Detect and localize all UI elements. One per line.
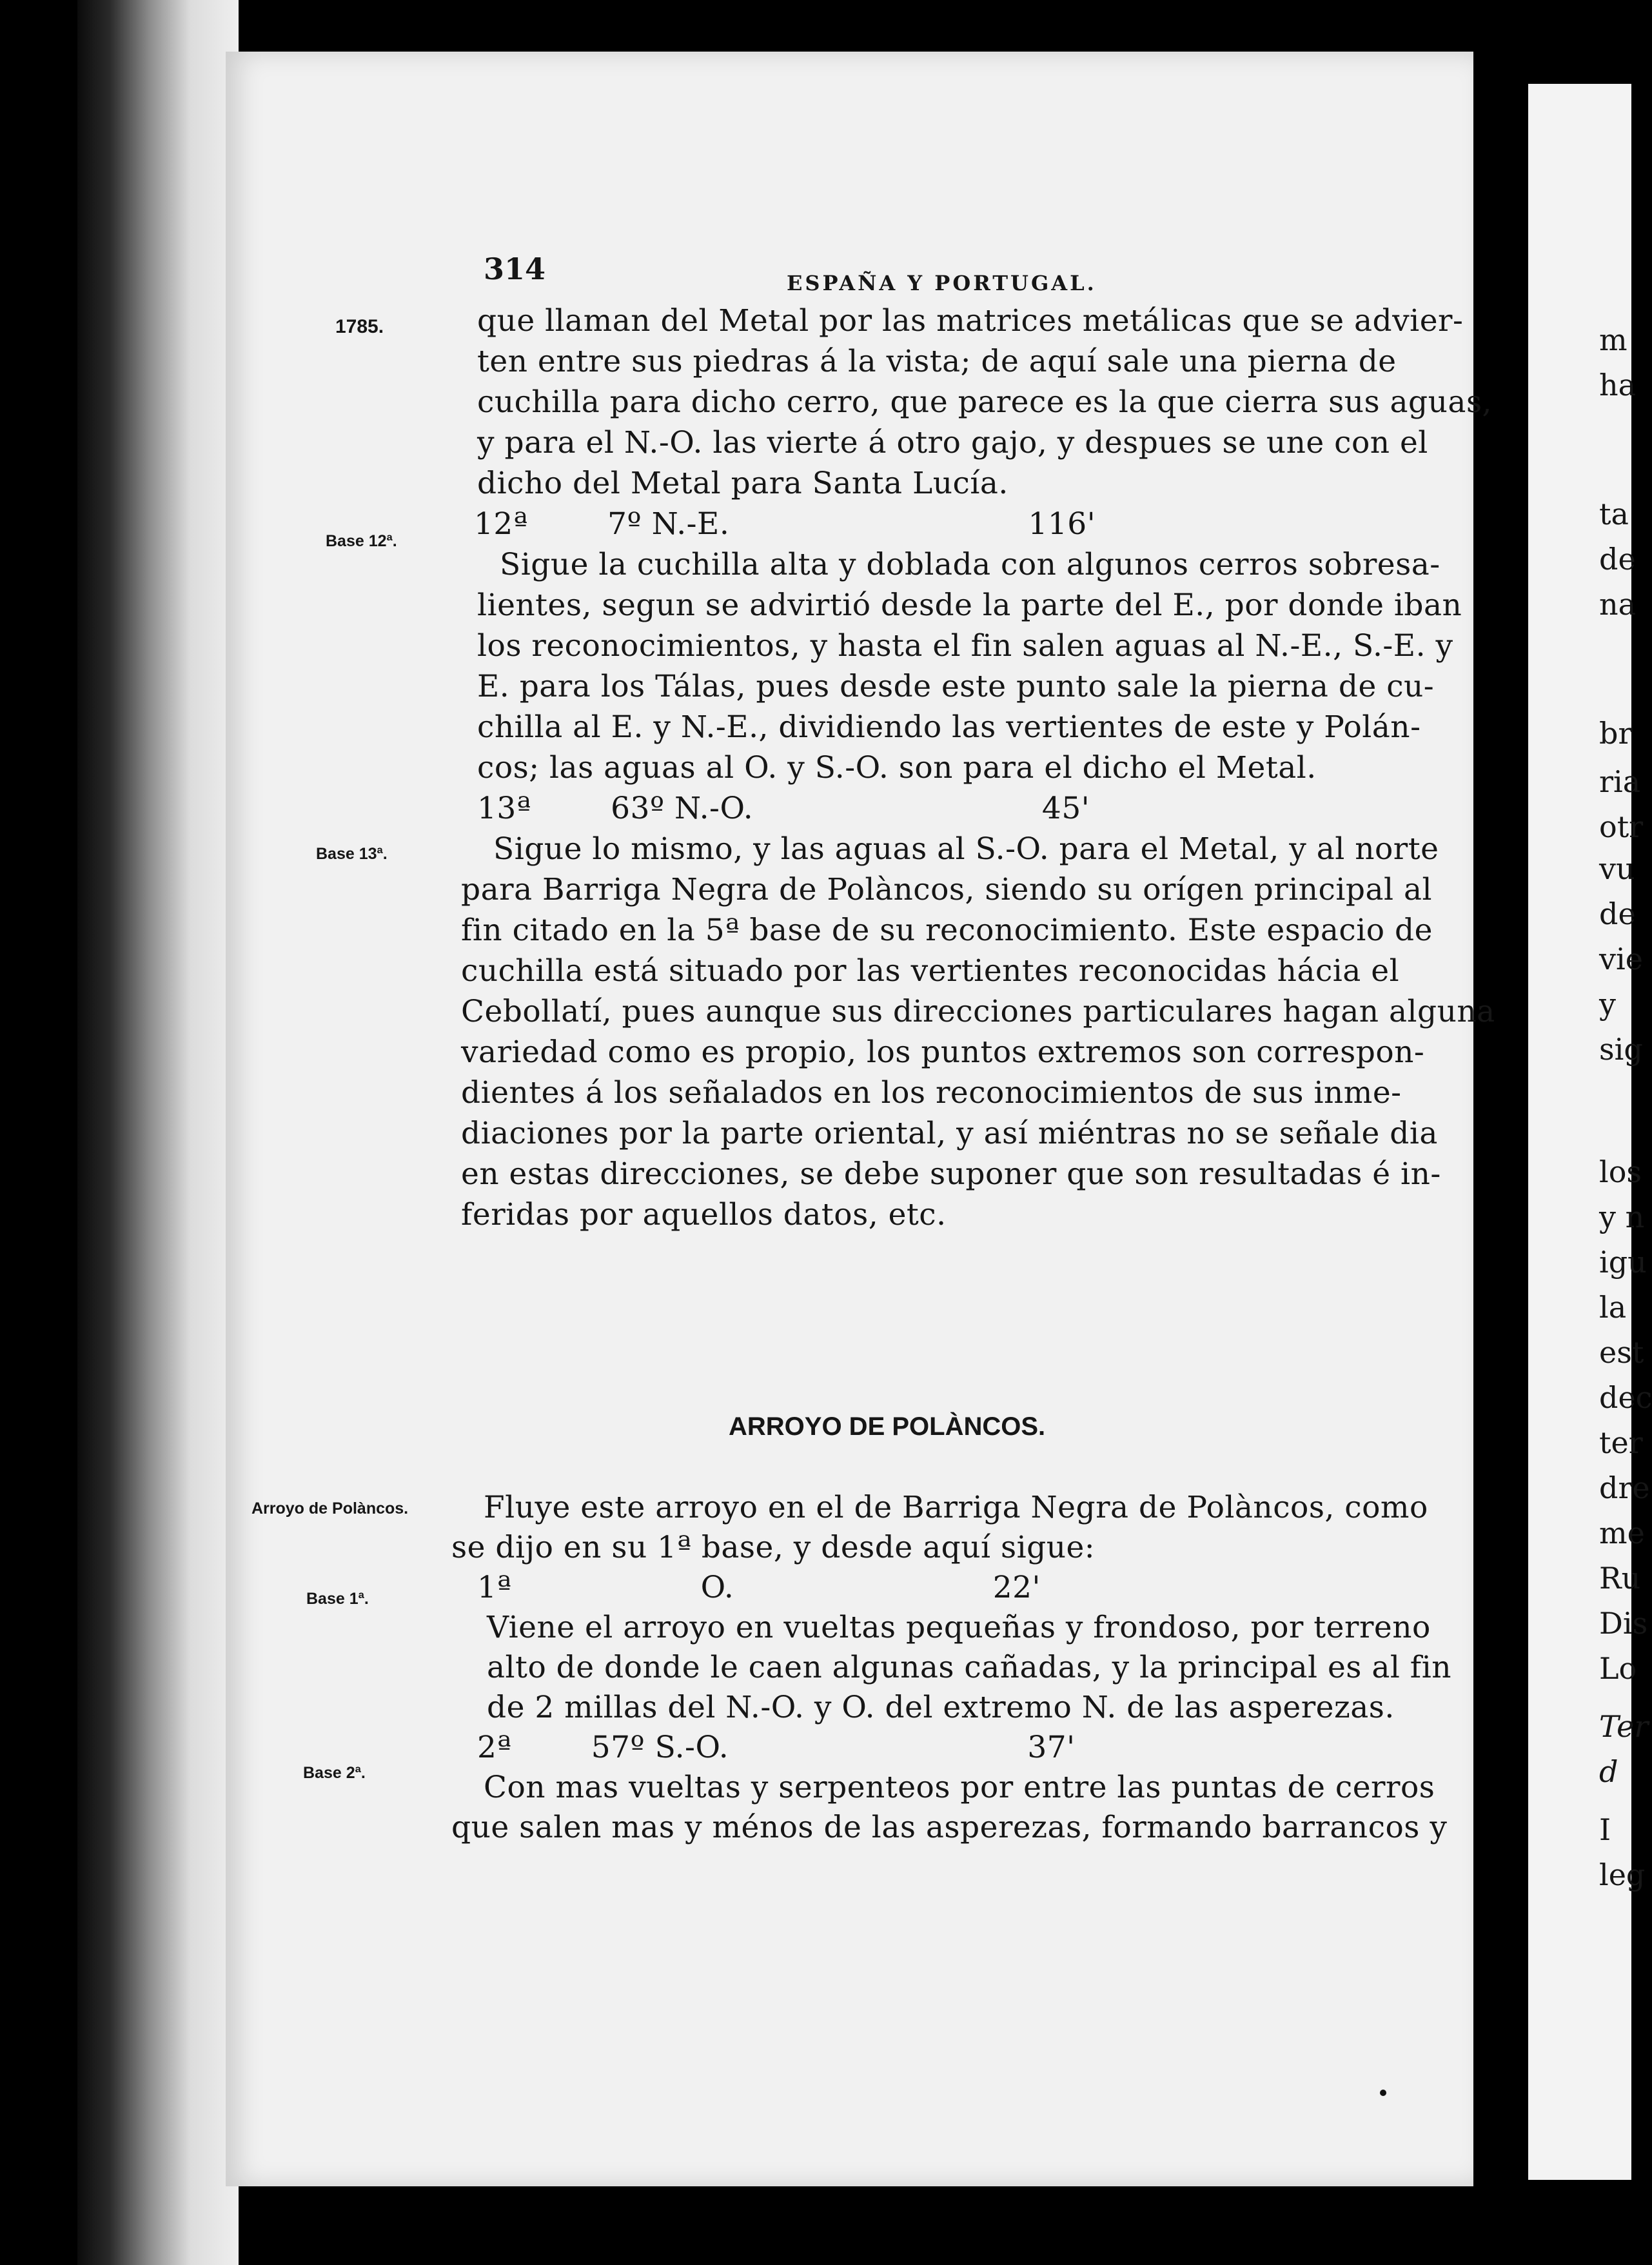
body-block-line: chilla al E. y N.-E., dividiendo las vertientes de este y Polán- — [477, 709, 1421, 745]
body-block-line: Sigue la cuchilla alta y doblada con algunos cerros sobresa- — [500, 547, 1441, 582]
facing-page-fragment: Ter — [1599, 1709, 1649, 1744]
body-block-line: los reconocimientos, y hasta el fin salen aguas al N.-E., S.-E. y — [477, 628, 1453, 664]
running-title: ESPAÑA Y PORTUGAL. — [787, 271, 1097, 295]
section-block-line: Con mas vueltas y serpenteos por entre las puntas de cerros — [484, 1770, 1435, 1805]
facing-page-fragment: ha — [1599, 368, 1637, 402]
margin-base-2: Base 2ª. — [303, 1764, 366, 1782]
facing-page-fragment: ria — [1599, 764, 1641, 799]
body-block-line: 13ª 63º N.-O. 45' — [477, 791, 1090, 826]
facing-page-fragment: leg — [1599, 1857, 1646, 1892]
body-block-line: feridas por aquellos datos, etc. — [461, 1197, 947, 1232]
facing-page-fragment: Dis — [1599, 1606, 1648, 1641]
book-binding — [77, 0, 239, 2265]
section-block-line: 2ª 57º S.-O. 37' — [477, 1730, 1076, 1765]
margin-arroyo: Arroyo de Polàncos. — [251, 1499, 409, 1518]
section-block-line: 1ª O. 22' — [477, 1570, 1041, 1605]
section-block-line: alto de donde le caen algunas cañadas, y la principal es al fin — [487, 1650, 1452, 1685]
facing-page-fragment: de — [1599, 896, 1636, 931]
facing-page-fragment: est — [1599, 1335, 1644, 1370]
margin-base-12: Base 12ª. — [326, 532, 397, 550]
body-block-line: cuchilla para dicho cerro, que parece es la que cierra sus aguas, — [477, 384, 1492, 420]
facing-page-fragment: br — [1599, 716, 1633, 751]
facing-page-fragment: Ru — [1599, 1561, 1641, 1596]
body-block-line: 12ª 7º N.-E. 116' — [474, 506, 1096, 542]
body-block-line: en estas direcciones, se debe suponer que son resultadas é in- — [461, 1156, 1441, 1192]
facing-page-fragment: Lo — [1599, 1651, 1637, 1686]
margin-base-13: Base 13ª. — [316, 845, 388, 863]
section-title: ARROYO DE POLÀNCOS. — [729, 1412, 1046, 1441]
facing-page-fragment: ter — [1599, 1425, 1643, 1460]
section-block-line: de 2 millas del N.-O. y O. del extremo N. de las asperezas. — [487, 1690, 1395, 1725]
body-block-line: dientes á los señalados en los reconocimientos de sus inme- — [461, 1075, 1402, 1111]
body-block-line: que llaman del Metal por las matrices metálicas que se advier- — [477, 303, 1464, 339]
facing-page-fragment: sig — [1599, 1032, 1643, 1067]
facing-page-fragment: la — [1599, 1290, 1627, 1325]
facing-page-fragment: d — [1599, 1754, 1618, 1789]
facing-page-fragment: dec — [1599, 1380, 1652, 1415]
body-block-line: ten entre sus piedras á la vista; de aquí sale una pierna de — [477, 344, 1397, 379]
facing-page-fragment: y n — [1599, 1200, 1645, 1234]
section-block-line: se dijo en su 1ª base, y desde aquí sigue: — [451, 1530, 1096, 1565]
body-block-line: dicho del Metal para Santa Lucía. — [477, 466, 1008, 501]
body-block-line: cos; las aguas al O. y S.-O. son para el dicho el Metal. — [477, 750, 1317, 786]
body-block-line: fin citado en la 5ª base de su reconocimiento. Este espacio de — [461, 913, 1433, 948]
facing-page-fragment: na — [1599, 587, 1637, 622]
facing-page-fragment: I — [1599, 1812, 1611, 1847]
facing-page-fragment: vu — [1599, 851, 1635, 886]
margin-year: 1785. — [335, 316, 384, 337]
body-block-line: para Barriga Negra de Polàncos, siendo su orígen principal al — [461, 872, 1432, 907]
facing-page-fragment: m — [1599, 322, 1627, 357]
body-block-line: Cebollatí, pues aunque sus direcciones particulares hagan alguna — [461, 994, 1495, 1029]
page-number: 314 — [484, 252, 546, 286]
facing-page-fragment: los — [1599, 1154, 1642, 1189]
facing-page-fragment: de — [1599, 542, 1636, 577]
page-gutter — [1473, 0, 1528, 2265]
body-block-line: diaciones por la parte oriental, y así miéntras no se señale dia — [461, 1116, 1438, 1151]
facing-page-fragment: ta — [1599, 497, 1629, 531]
facing-page-fragment: me — [1599, 1516, 1645, 1550]
body-block-line: lientes, segun se advirtió desde la parte del E., por donde iban — [477, 588, 1462, 623]
body-block-line: cuchilla está situado por las vertientes reconocidas hácia el — [461, 953, 1400, 989]
body-block-line: Sigue lo mismo, y las aguas al S.-O. para el Metal, y al norte — [493, 831, 1439, 867]
ink-speck — [1380, 2090, 1386, 2096]
body-block-line: variedad como es propio, los puntos extremos son correspon- — [461, 1034, 1425, 1070]
section-block-line: Viene el arroyo en vueltas pequeñas y frondoso, por terreno — [487, 1610, 1431, 1645]
margin-base-1: Base 1ª. — [306, 1590, 369, 1608]
facing-page-fragment: dre — [1599, 1470, 1650, 1505]
body-block-line: E. para los Tálas, pues desde este punto sale la pierna de cu- — [477, 669, 1435, 704]
facing-page-fragment: y — [1599, 987, 1616, 1022]
section-block-line: Fluye este arroyo en el de Barriga Negra de Polàncos, como — [484, 1490, 1428, 1525]
facing-page-fragment: otr — [1599, 809, 1644, 844]
facing-page-fragment: igu — [1599, 1245, 1647, 1280]
section-block-line: que salen mas y ménos de las asperezas, formando barrancos y — [451, 1810, 1448, 1845]
facing-page-fragment: vie — [1599, 942, 1643, 976]
body-block-line: y para el N.-O. las vierte á otro gajo, y despues se une con el — [477, 425, 1428, 460]
